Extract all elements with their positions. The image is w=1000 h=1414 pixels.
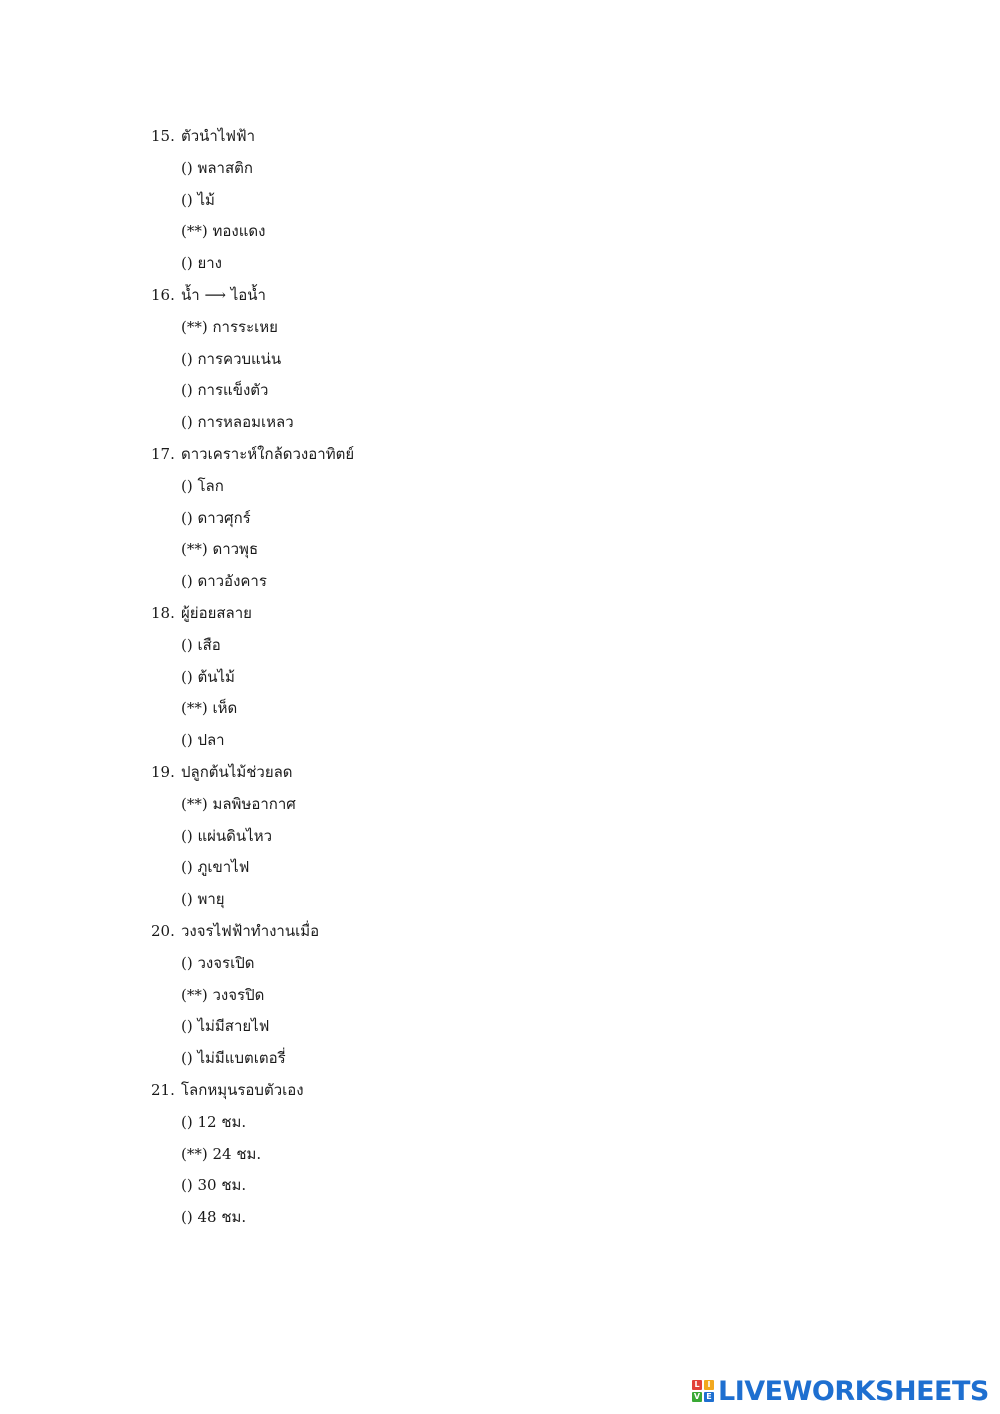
logo-grid-cell: V: [693, 1392, 701, 1401]
logo-grid-cell: L: [692, 1380, 702, 1390]
answer-option[interactable]: () ดาวศุกร์: [181, 508, 251, 527]
answer-option[interactable]: (**) มลพิษอากาศ: [181, 794, 296, 813]
question-line: [0, 439, 1000, 471]
question-15: [0, 121, 1000, 280]
question-text: ผู้ย่อยสลาย: [181, 603, 252, 622]
answer-option[interactable]: () ภูเขาไฟ: [181, 858, 250, 877]
question-line: [0, 916, 1000, 948]
answer-option[interactable]: (**) ดาวพุธ: [181, 540, 259, 559]
question-text: ตัวนำไฟฟ้า: [181, 127, 256, 145]
question-17: [0, 439, 1000, 598]
answer-option[interactable]: () ไม้: [181, 190, 215, 209]
question-text: โลกหมุนรอบตัวเอง: [181, 1080, 304, 1099]
question-number: 15.: [151, 127, 175, 145]
question-text: น้ำ ⟶ ไอน้ำ: [181, 285, 266, 304]
answer-option[interactable]: () วงจรเปิด: [181, 953, 255, 972]
answer-option[interactable]: () ปลา: [181, 731, 225, 750]
answer-option[interactable]: () แผ่นดินไหว: [181, 826, 273, 845]
question-number: 20.: [151, 921, 175, 940]
answer-option[interactable]: () โลก: [181, 476, 224, 495]
answer-option[interactable]: (**) ทองแดง: [181, 222, 266, 241]
logo-grid-cell: E: [704, 1392, 714, 1402]
question-line: [0, 757, 1000, 789]
answer-option[interactable]: () ไม่มีสายไฟ: [181, 1017, 270, 1036]
question-20: [0, 916, 1000, 1075]
answer-option[interactable]: (**) การระเหย: [181, 317, 278, 336]
logo-grid-icon: [692, 1380, 714, 1402]
question-line: [0, 121, 1000, 153]
question-16: [0, 280, 1000, 439]
answer-option[interactable]: () พายุ: [181, 890, 225, 909]
question-19: [0, 757, 1000, 916]
answer-option[interactable]: () 48 ชม.: [181, 1208, 247, 1227]
logo-grid-cell: I: [704, 1380, 714, 1390]
answer-option[interactable]: () การควบแน่น: [181, 349, 282, 368]
question-number: 17.: [151, 444, 175, 463]
liveworksheets-logo: [692, 1376, 989, 1406]
answer-option[interactable]: () 30 ชม.: [181, 1176, 247, 1195]
question-number: 19.: [151, 762, 175, 781]
answer-option[interactable]: () ไม่มีแบตเตอรี่: [181, 1049, 286, 1068]
answer-option[interactable]: () 12 ชม.: [181, 1112, 247, 1131]
logo-text: LIVEWORKSHEETS: [718, 1375, 989, 1407]
worksheet: [0, 121, 1000, 1234]
answer-option[interactable]: () พลาสติก: [181, 158, 253, 177]
answer-option[interactable]: () ต้นไม้: [181, 667, 235, 686]
answer-option[interactable]: () ดาวอังคาร: [181, 572, 267, 591]
question-text: วงจรไฟฟ้าทำงานเมื่อ: [181, 921, 320, 940]
question-number: 16.: [151, 285, 175, 304]
answer-option[interactable]: () การหลอมเหลว: [181, 413, 294, 432]
question-text: ปลูกต้นไม้ช่วยลด: [181, 762, 293, 781]
answer-option[interactable]: (**) 24 ชม.: [181, 1144, 262, 1163]
question-21: [0, 1075, 1000, 1234]
answer-option[interactable]: (**) เห็ด: [181, 699, 238, 718]
question-number: 18.: [151, 603, 175, 622]
answer-option[interactable]: (**) วงจรปิด: [181, 985, 265, 1004]
question-text: ดาวเคราะห์ใกล้ดวงอาทิตย์: [181, 444, 355, 463]
answer-option[interactable]: () ยาง: [181, 254, 223, 273]
question-line: [0, 598, 1000, 630]
answer-option[interactable]: () เสือ: [181, 635, 221, 654]
answer-option[interactable]: () การแข็งตัว: [181, 381, 269, 400]
question-line: [0, 1075, 1000, 1107]
question-number: 21.: [151, 1080, 175, 1099]
question-line: [0, 280, 1000, 312]
question-18: [0, 598, 1000, 757]
